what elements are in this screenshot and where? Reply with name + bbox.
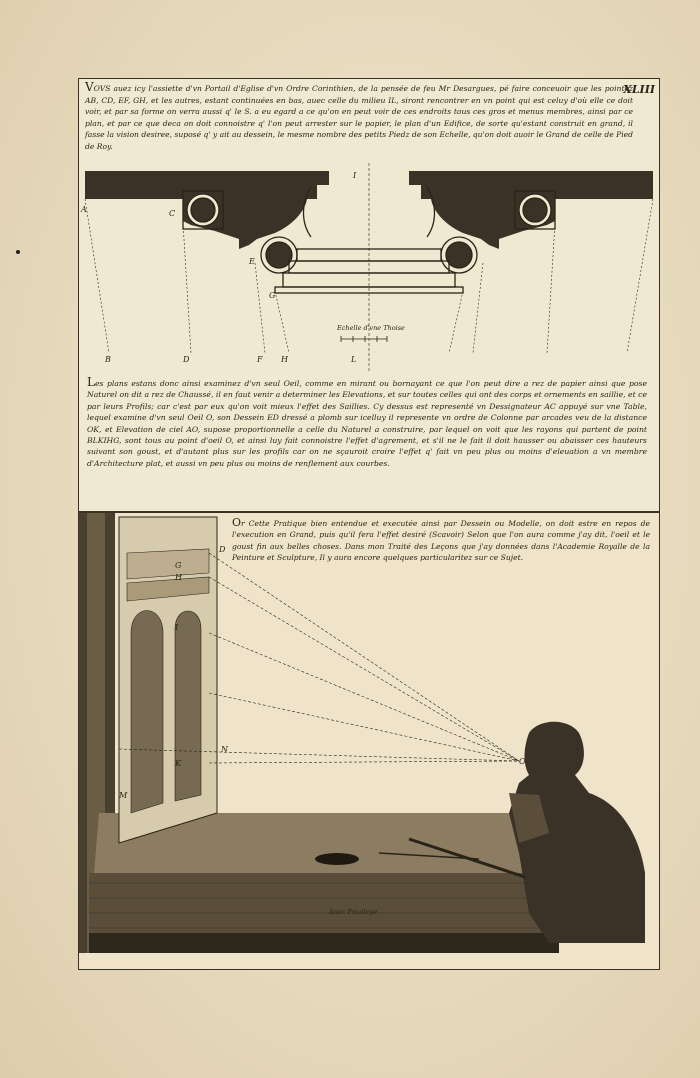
privilege-signature: Auec Priuilege.: [329, 908, 380, 916]
scene-letter-i: I: [175, 623, 179, 632]
plan-letter-e: E: [249, 257, 255, 266]
plan-letter-l: L: [351, 355, 357, 364]
plate-number: XLIII: [623, 83, 655, 96]
conclusion-text: Or Cette Pratique bien entendue et executée ainsi par Dessein ou Modelle, on doit estre en repos de l'execution en Grand, puis qu'il fera l'effet desiré (Scavoir) Selon que l'on aura comme j'ay dit, l'oeil et le goust fin aux belles choses. Dans mon Traité des Leçons que j'ay données dans l'Academie Royalle de la Peinture et Sculpture, Il y aura encore quelques particularitez sur ce Sujet.: [232, 516, 650, 562]
scale-label: Echelle d'vne Thoise: [337, 324, 405, 332]
plan-letter-d: D: [183, 355, 190, 364]
scene-letter-d: D: [219, 545, 226, 554]
scene-letter-o: O: [519, 757, 526, 766]
perspective-scene-plate: [78, 512, 660, 970]
plan-plate: [78, 78, 660, 512]
plan-letter-b: B: [105, 355, 111, 364]
scene-letter-n: N: [221, 745, 228, 754]
plan-letter-i: I: [353, 171, 357, 180]
plan-letter-h: H: [281, 355, 288, 364]
draughtsman-scene-drawing: [79, 513, 659, 969]
portal-plan-drawing: [79, 163, 659, 373]
scene-letter-h: H: [175, 573, 182, 582]
ink-dot: [16, 250, 20, 254]
plan-letter-g: G: [269, 291, 276, 300]
explanation-text: Les plans estans donc ainsi examinez d'vn seul Oeil, comme en mirant ou bornayant ce que l'on peut dire a rez de papier ainsi que pose Naturel on dit a rez de Chaussé, il en faut venir a determiner les Elevations, et sur toutes celles qui ont des corps et ornements en saillie, et ce par leurs Profils; car c'est par eux qu'on voit mieux l'effet des Saillies. Cy dessus est representé vn Dessignateur AC appuyé sur vne Table, lequel examine d'vn seul Oeil O, son Dessein ED dressé a plomb sur icelluy il represente vn ordre de Colonne par arcades veu de la distance OK, et Elevation de ciel AO, supose proportionnelle a celle du Naturel a construire, par lequel on voit que les rayons qui partent de point BLKIHG, sont tous au point d'oeil O, et ainsi luy fait connoistre l'effet d'agrement, et s'il ne le fait il doit hausser ou abaisser ces hauteurs suivant son goust, et d'autant plus sur les profils car on ne sçauroit croire l'effet q' fait vn peu plus ou moins d'eleuation a vn membre d'Architecture plat, et aussi vn peu plus ou moins de renflement aux courbes.: [87, 375, 647, 468]
plan-letter-a: A: [81, 205, 87, 214]
plan-letter-c: C: [169, 209, 176, 218]
scene-letter-g: G: [175, 561, 182, 570]
scene-letter-k: K: [175, 759, 181, 768]
intro-text: VOVS auez icy l'assiette d'vn Portail d'Eglise d'vn Ordre Corinthien, de la pensée de feu Mr Desargues, pé faire conceuoir que les pointez AB, CD, EF, GH, et les autres, estant continuées en bas, auec celle du milieu IL, siront rencontrer en vn point qui est celuy d'où elle ce doit voir, et par sa forme on verra aussi q' le S. a eu egard a ce qu'on en peut voir de ces endroits tous ces gros et menus membres, ainsi par ce plan, et par ce que deca on doit connoistre q' l'on peut arrester sur le papier, le plan d'un Edifice, de sorte qu'estant construit en grand, il fasse la vision desiree, suposé q' y ait au dessein, le mesme nombre des petits Piedz de son Echelle, qu'on doit auoir le Grand de celle de Pied de Roy.: [85, 80, 633, 151]
plan-letter-f: F: [257, 355, 263, 364]
scene-letter-m: M: [119, 791, 128, 800]
